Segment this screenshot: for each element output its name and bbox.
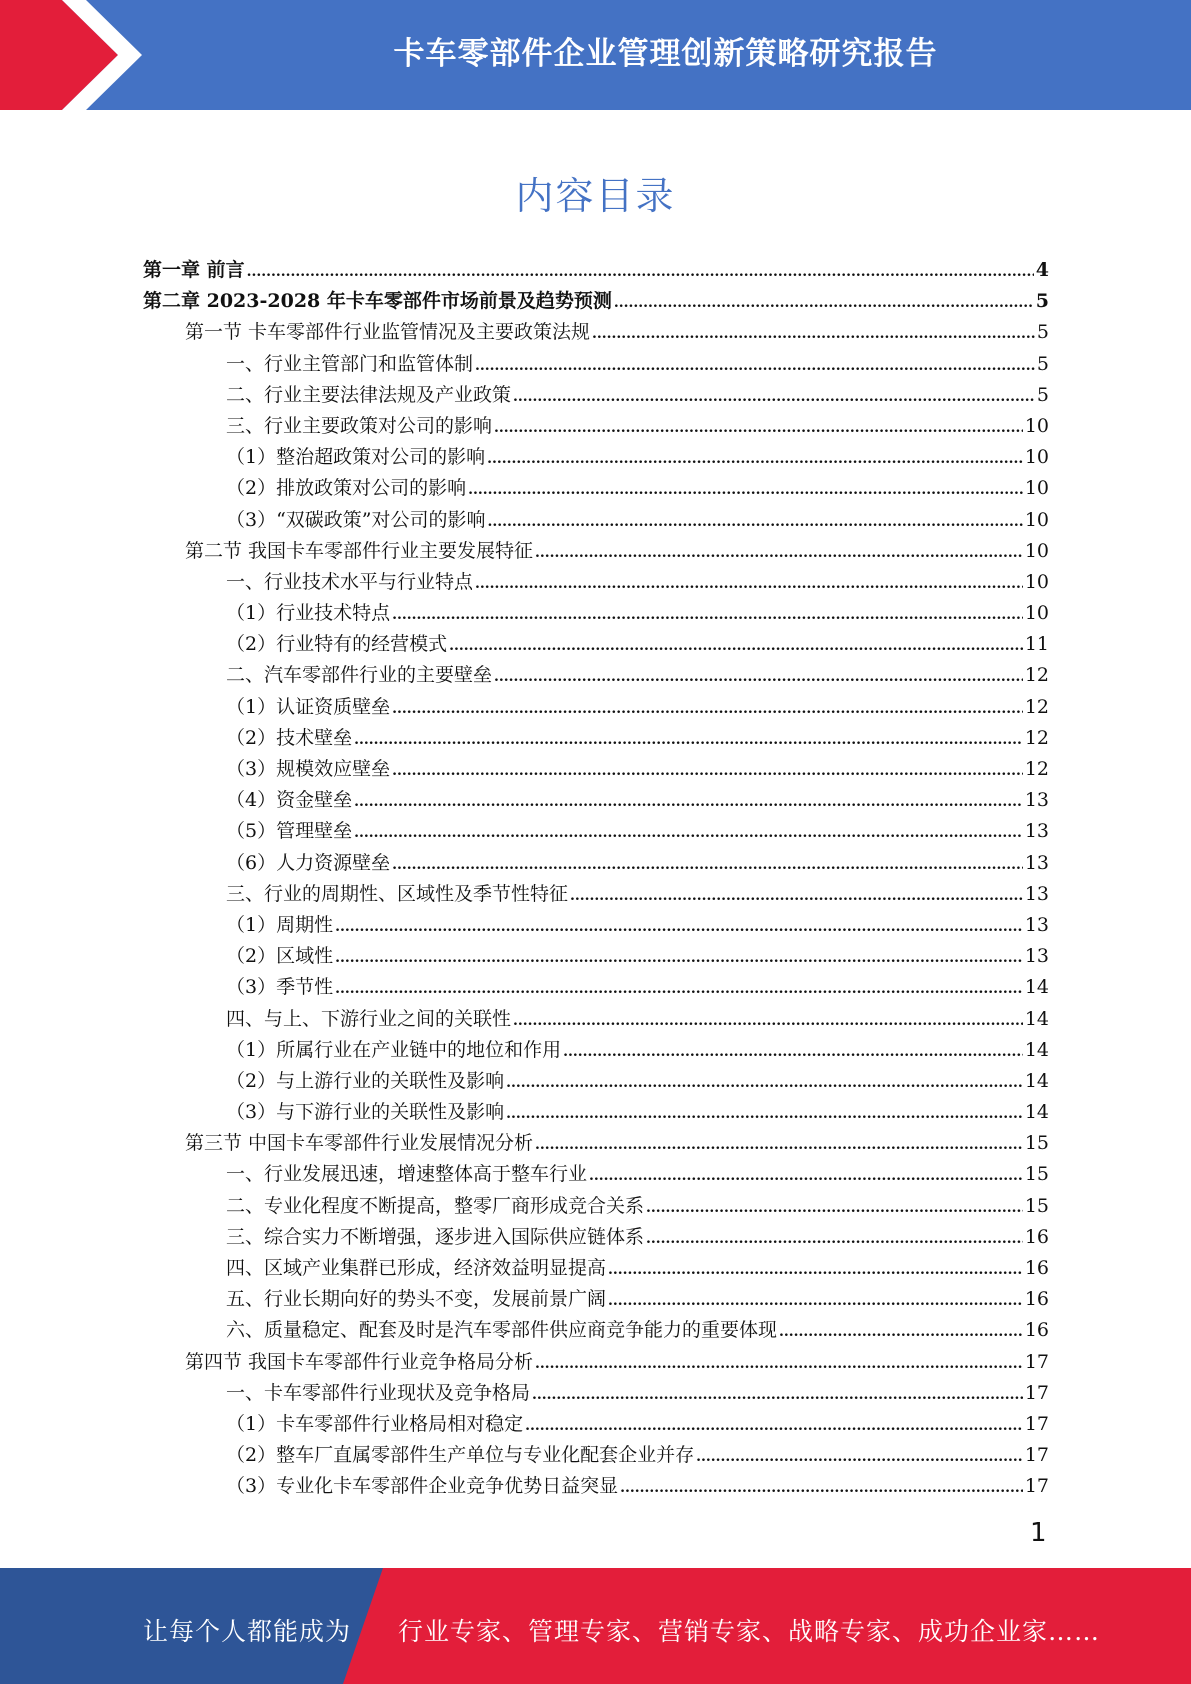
toc-entry[interactable] [143,723,1049,754]
toc-entry-title: （3）与下游行业的关联性及影响 [226,1101,505,1124]
toc-entry-page: 13 [1024,789,1049,812]
toc-entry[interactable] [143,473,1049,504]
toc-dot-leader [608,1255,1023,1286]
toc-entry-page: 13 [1024,820,1049,843]
toc-entry-page: 13 [1024,945,1049,968]
toc-entry-title: （1）周期性 [226,913,334,936]
toc-dot-leader [506,1068,1023,1099]
toc-entry[interactable] [143,879,1049,910]
toc-entry-page: 15 [1024,1132,1049,1155]
toc-entry-page: 11 [1024,633,1049,656]
toc-entry-title: 五、行业长期向好的势头不变，发展前景广阔 [226,1288,607,1311]
toc-entry-title: （1）行业技术特点 [226,602,391,625]
toc-entry[interactable] [143,1097,1049,1128]
toc-entry[interactable] [143,1315,1049,1346]
toc-entry-page: 5 [1035,290,1049,313]
toc-entry[interactable] [143,785,1049,816]
toc-entry[interactable] [143,317,1049,348]
toc-entry-title: 第三节 中国卡车零部件行业发展情况分析 [185,1132,534,1155]
toc-entry[interactable] [143,1004,1049,1035]
toc-dot-leader [506,1099,1023,1130]
toc-entry-page: 14 [1024,1101,1049,1124]
header-red-arrow-graphic [0,0,160,110]
toc-entry-page: 12 [1024,726,1049,749]
toc-dot-leader [335,912,1023,943]
toc-entry-title: （3）季节性 [226,976,334,999]
toc-entry-page: 13 [1024,913,1049,936]
toc-entry[interactable] [143,972,1049,1003]
toc-entry[interactable] [143,1128,1049,1159]
toc-dot-leader [494,662,1023,693]
toc-dot-leader [335,974,1023,1005]
toc-dot-leader [392,756,1023,787]
toc-dot-leader [513,382,1035,413]
toc-dot-leader [475,351,1035,382]
toc-entry-title: 第一章 前言 [143,259,245,281]
toc-dot-leader [494,413,1023,444]
toc-dot-leader [247,257,1034,288]
toc-entry[interactable] [143,411,1049,442]
toc-dot-leader [535,1130,1023,1161]
toc-dot-leader [592,319,1035,350]
toc-entry[interactable] [143,1440,1049,1471]
toc-dot-leader [475,569,1023,600]
toc-dot-leader [614,288,1034,319]
toc-heading: 内容目录 [515,174,676,218]
toc-entry-title: 第二章 2023-2028 年卡车零部件市场前景及趋势预测 [143,290,612,313]
toc-entry[interactable] [143,380,1049,411]
footer-slogan-left: 让每个人都能成为 [143,1617,352,1646]
toc-dot-leader [696,1442,1023,1473]
toc-entry-page: 12 [1024,695,1049,718]
toc-entry[interactable] [143,1347,1049,1378]
toc-entry-page: 16 [1024,1319,1049,1342]
toc-dot-leader [589,1161,1023,1192]
toc-entry-title: 一、行业技术水平与行业特点 [226,570,474,593]
toc-entry-title: （2）技术壁垒 [226,726,353,749]
toc-entry-page: 4 [1035,259,1049,281]
toc-entry[interactable] [143,1284,1049,1315]
toc-entry[interactable] [143,941,1049,972]
toc-entry[interactable] [143,442,1049,473]
toc-entry-page: 16 [1024,1257,1049,1279]
toc-dot-leader [779,1317,1023,1348]
toc-entry[interactable] [143,910,1049,941]
toc-dot-leader [468,475,1023,506]
toc-entry-title: （3）规模效应壁垒 [226,758,391,780]
toc-entry[interactable] [143,692,1049,723]
toc-entry-title: （1）所属行业在产业链中的地位和作用 [226,1038,562,1061]
toc-entry-title: 三、行业的周期性、区域性及季节性特征 [226,882,569,905]
toc-entry-page: 16 [1024,1288,1049,1311]
toc-entry-page: 14 [1024,1038,1049,1061]
toc-entry[interactable] [143,1159,1049,1190]
toc-entry-page: 12 [1024,664,1049,687]
toc-entry[interactable] [143,1222,1049,1253]
toc-entry-title: 一、行业主管部门和监管体制 [226,352,474,375]
toc-entry-page: 14 [1024,1069,1049,1092]
toc-dot-leader [620,1473,1023,1504]
toc-entry[interactable] [143,1409,1049,1440]
toc-dot-leader [525,1411,1023,1442]
toc-entry-page: 10 [1024,508,1049,531]
toc-entry-title: （4）资金壁垒 [226,789,353,812]
toc-entry[interactable] [143,349,1049,380]
toc-entry[interactable] [143,1471,1049,1502]
toc-entry-title: （2）与上游行业的关联性及影响 [226,1069,505,1092]
toc-entry-page: 10 [1024,446,1049,469]
toc-entry-page: 13 [1024,882,1049,905]
toc-entry-title: 第四节 我国卡车零部件行业竞争格局分析 [185,1350,534,1373]
toc-entry-title: （2）整车厂直属零部件生产单位与专业化配套企业并存 [226,1444,695,1467]
toc-entry-title: （3）“双碳政策”对公司的影响 [226,508,486,531]
toc-entry-title: （2）排放政策对公司的影响 [226,477,467,500]
toc-dot-leader [449,631,1023,662]
toc-dot-leader [488,507,1023,538]
toc-entry-title: （2）行业特有的经营模式 [226,633,448,656]
toc-entry-page: 17 [1024,1444,1049,1467]
toc-entry-title: 三、行业主要政策对公司的影响 [226,414,493,437]
toc-entry-page: 5 [1036,352,1049,375]
toc-entry[interactable] [143,1253,1049,1284]
toc-entry[interactable] [143,848,1049,879]
page-header [0,0,1191,110]
toc-entry-page: 17 [1024,1350,1049,1373]
toc-entry[interactable] [143,660,1049,691]
toc-entry[interactable] [143,255,1049,286]
toc-entry-page: 5 [1036,383,1049,406]
toc-dot-leader [532,1380,1023,1411]
toc-entry-title: 二、专业化程度不断提高，整零厂商形成竞合关系 [226,1194,645,1217]
toc-entry-title: 二、行业主要法律法规及产业政策 [226,383,512,406]
page-number: 1 [1030,1518,1047,1548]
toc-entry[interactable] [143,1066,1049,1097]
toc-entry-page: 15 [1024,1163,1049,1186]
toc-dot-leader [392,850,1023,881]
toc-entry[interactable] [143,567,1049,598]
toc-entry-title: 一、卡车零部件行业现状及竞争格局 [226,1381,531,1404]
toc-entry-page: 17 [1024,1475,1049,1498]
toc-entry[interactable] [143,816,1049,847]
toc-entry[interactable] [143,286,1049,317]
toc-entry-page: 10 [1024,539,1049,562]
toc-entry-title: 一、行业发展迅速，增速整体高于整车行业 [226,1163,588,1186]
toc-entry-title: 第一节 卡车零部件行业监管情况及主要政策法规 [185,321,591,344]
toc-entry-title: 二、汽车零部件行业的主要壁垒 [226,664,493,687]
toc-dot-leader [354,725,1023,756]
toc-entry[interactable] [143,1378,1049,1409]
toc-dot-leader [487,444,1023,475]
toc-entry-page: 17 [1024,1412,1049,1435]
toc-dot-leader [535,1349,1023,1380]
toc-entry[interactable] [143,629,1049,660]
toc-entry-page: 10 [1024,602,1049,625]
toc-entry-title: （3）专业化卡车零部件企业竞争优势日益突显 [226,1475,619,1498]
toc-entry-page: 14 [1024,976,1049,999]
table-of-contents [143,255,1049,1503]
toc-entry[interactable] [143,598,1049,629]
toc-entry-page: 14 [1024,1007,1049,1030]
toc-entry[interactable] [143,505,1049,536]
report-title: 卡车零部件企业管理创新策略研究报告 [393,36,938,72]
footer-slogan-right: 行业专家、管理专家、营销专家、战略专家、成功企业家…… [398,1617,1101,1646]
toc-entry-page: 16 [1024,1225,1049,1248]
toc-entry-title: （6）人力资源壁垒 [226,851,391,874]
toc-entry-title: （2）区域性 [226,945,334,968]
toc-dot-leader [392,694,1023,725]
toc-entry-page: 5 [1036,321,1049,344]
toc-dot-leader [354,818,1023,849]
toc-entry-title: （1）整治超政策对公司的影响 [226,446,486,469]
toc-entry-page: 10 [1024,570,1049,593]
toc-entry[interactable] [143,754,1049,785]
toc-entry-title: （5）管理壁垒 [226,820,353,843]
toc-entry-page: 10 [1024,414,1049,437]
toc-entry-page: 10 [1024,477,1049,500]
toc-dot-leader [354,787,1023,818]
toc-dot-leader [335,943,1023,974]
toc-entry[interactable] [143,1191,1049,1222]
toc-entry-title: （1）认证资质壁垒 [226,695,391,718]
toc-dot-leader [608,1286,1023,1317]
toc-entry-title: 六、质量稳定、配套及时是汽车零部件供应商竞争能力的重要体现 [226,1319,778,1342]
toc-dot-leader [570,881,1023,912]
toc-entry[interactable] [143,1035,1049,1066]
toc-entry-page: 15 [1024,1194,1049,1217]
toc-entry-title: 四、与上、下游行业之间的关联性 [226,1007,512,1030]
toc-entry-title: 三、综合实力不断增强，逐步进入国际供应链体系 [226,1225,645,1248]
toc-dot-leader [646,1193,1023,1224]
toc-dot-leader [513,1006,1023,1037]
toc-dot-leader [392,600,1023,631]
toc-entry-title: （1）卡车零部件行业格局相对稳定 [226,1412,524,1435]
toc-entry-title: 四、区域产业集群已形成，经济效益明显提高 [226,1257,607,1279]
toc-dot-leader [563,1037,1023,1068]
toc-dot-leader [646,1224,1023,1255]
page-footer [0,1568,1191,1684]
toc-entry[interactable] [143,536,1049,567]
toc-entry-page: 17 [1024,1381,1049,1404]
toc-dot-leader [535,538,1023,569]
toc-entry-page: 12 [1024,758,1049,780]
toc-entry-title: 第二节 我国卡车零部件行业主要发展特征 [185,539,534,562]
toc-entry-page: 13 [1024,851,1049,874]
